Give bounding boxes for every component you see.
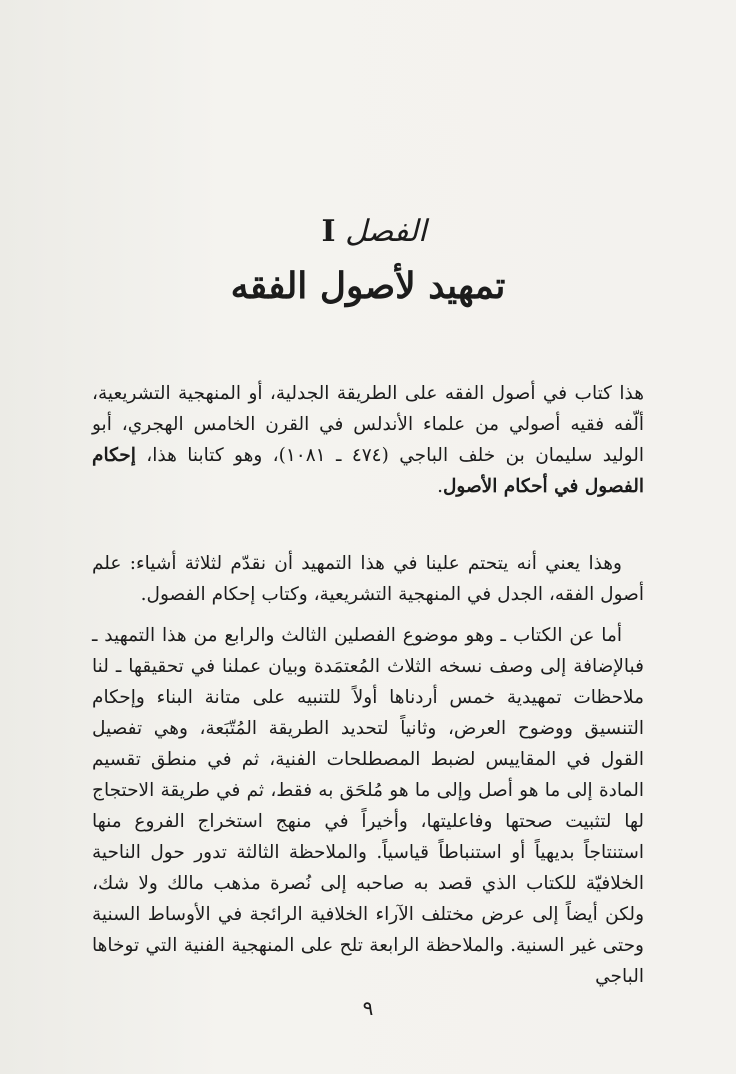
paragraph-second-text: وهذا يعني أنه يتحتم علينا في هذا التمهيد أن نقدّم لثلاثة أشياء: علم أصول الفقه، الجدل في المنهجية التشريعية، وكتاب إحكام الفصول. bbox=[92, 553, 644, 605]
paragraph-intro-text: هذا كتاب في أصول الفقه على الطريقة الجدلية، أو المنهجية التشريعية، ألّفه فقيه أصولي من علماء الأندلس في القرن الخامس الهجري، أبو الوليد سليمان بن خلف الباجي (٤٧٤ ـ ١٠٨١)، وهو كتابنا هذا، bbox=[92, 383, 644, 466]
paragraph-third-text: أما عن الكتاب ـ وهو موضوع الفصلين الثالث والرابع من هذا التمهيد ـ فبالإضافة إلى وصف نسخه الثلاث المُعتمَدة وبيان عملنا في تحقيقها ـ لنا ملاحظات تمهيدية خمس أردناها أولاً للتنبيه على متانة البناء وإحكام التنسيق ووضوح العرض، وثانياً لتحديد الطريقة المُتّبَعة، وهي تفصيل القول في المقاييس لضبط المصطلحات الفنية، ثم في منطق تقسيم المادة إلى ما هو أصل وإلى ما هو مُلحَق به فقط، ثم في طريقة الاحتجاج لها لتثبيت صحتها وفاعليتها، وأخيراً في منهج استخراج الفروع منها استنتاجاً بديهياً أو استنباطاً قياسياً. والملاحظة الثالثة تدور حول الناحية الخلافيّة للكتاب الذي قصد به صاحبه إلى نُصرة مذهب مالك ولا شك، ولكن أيضاً إلى عرض مختلف الآراء الخلافية الرائجة في الأوساط السنية وحتى غير السنية. والملاحظة الرابعة تلح على المنهجية الفنية التي توخاها الباجي bbox=[92, 625, 644, 987]
paragraph-intro bbox=[92, 378, 644, 502]
page-number: ٩ bbox=[362, 996, 374, 1020]
chapter-number: I bbox=[321, 214, 336, 249]
chapter-label: الفصل bbox=[345, 214, 427, 249]
paragraph-second bbox=[92, 548, 644, 610]
chapter-title: تمهيد لأصول الفقه bbox=[230, 265, 506, 307]
chapter-heading bbox=[0, 212, 736, 252]
paragraph-intro-end: . bbox=[437, 476, 443, 497]
book-title-bold: إحكام الفصول في أحكام الأصول bbox=[92, 445, 644, 497]
paragraph-third bbox=[92, 620, 644, 992]
